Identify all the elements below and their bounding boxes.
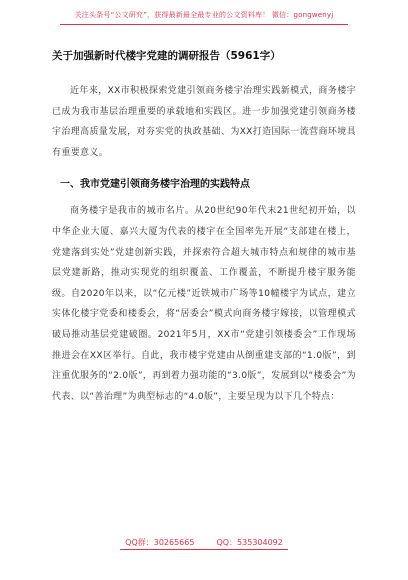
footer-qq-group: QQ群：30265665 bbox=[125, 538, 195, 547]
footer-qq: QQ：535304092 bbox=[216, 538, 283, 547]
header-banner bbox=[0, 10, 408, 20]
header-banner-text: 关注头条号“公文研究”，获得最新最全最专业的公文资料库！ 微信：gongwenyj bbox=[74, 11, 334, 19]
header-divider bbox=[60, 24, 348, 25]
body-paragraph: 商务楼宇是我市的城市名片。从20世纪90年代末21世纪初开始，以中华企业大厦、嘉兴大厦为代表的楼宇在全国率先开展“支部建在楼上，党建落到实处”党建创新实践，并探索符合超大城市特点和规律的城市基层党建新路，推动实现党的组织覆盖、工作覆盖，不断提升楼宇服务能级。自2020年以来，以“亿元楼”近铁城市广场等10幢楼宇为试点，建立实体化楼宇党委和楼委会，将“居委会”模式向商务楼宇嫁接，以管理模式破局推动基层党建破圈。2021年5月，XX市“党建引领楼委会”工作现场推进会在XX区举行。自此，我市楼宇党建由从倒重建支部的“1.0版”，到注重优服务的“2.0版”，再到着力强功能的“3.0版”，发展到以“楼委会”为代表、以“善治理”为典型标志的“4.0版”，主要呈现为以下几个特点： bbox=[52, 206, 356, 402]
footer-contact bbox=[0, 537, 408, 548]
footer-divider bbox=[120, 549, 288, 550]
intro-paragraph: 近年来，XX市积极探索党建引领商务楼宇治理实践新模式，商务楼宇已成为我市基层治理重要的承载地和实践区。进一步加强党建引领商务楼宇治理高质量发展，对夯实党的执政基础、为XX打造国际一流营商环境具有重要意义。 bbox=[52, 86, 356, 158]
document-title: 关于加强新时代楼宇党建的调研报告（5961字） bbox=[52, 50, 281, 62]
section-heading: 一、我市党建引领商务楼宇治理的实践特点 bbox=[60, 179, 250, 191]
document-body bbox=[52, 48, 356, 407]
